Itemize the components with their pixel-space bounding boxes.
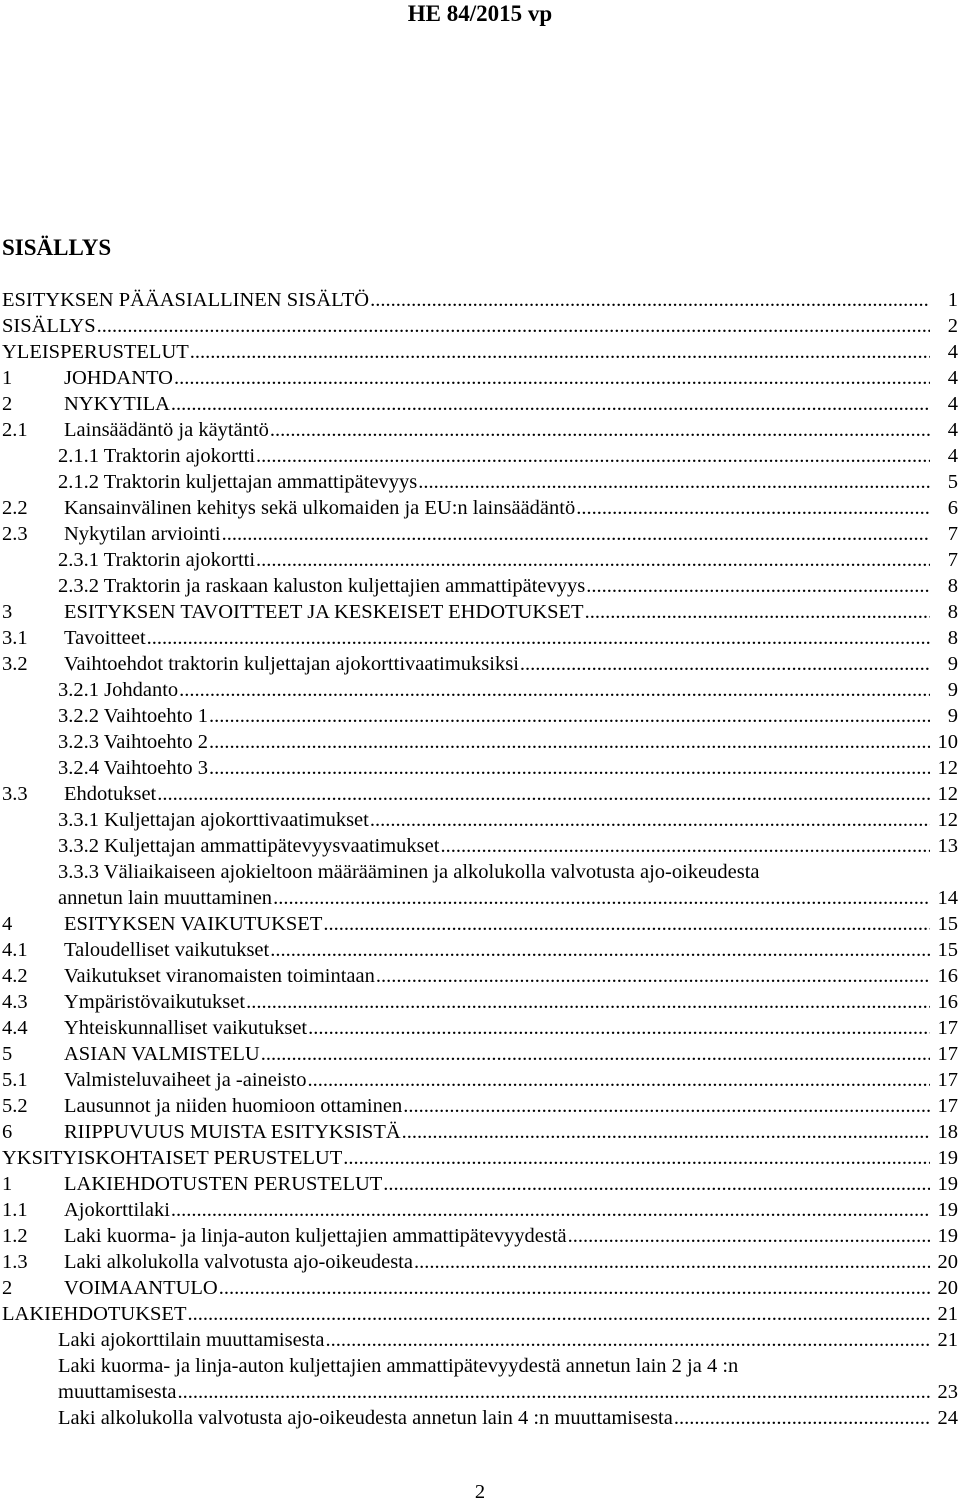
dot-leader [179, 677, 930, 703]
dot-leader [403, 1093, 930, 1119]
dot-leader [157, 781, 930, 807]
toc-entry-number: 3.3 [2, 783, 28, 805]
toc-entry[interactable] [0, 547, 960, 573]
toc-entry-number: 6 [2, 1121, 13, 1143]
toc-entry-title: JOHDANTO [64, 367, 173, 389]
dot-leader [256, 547, 930, 573]
dot-leader [308, 1015, 930, 1041]
dot-leader [171, 1197, 930, 1223]
toc-entry[interactable] [0, 339, 960, 365]
dot-leader [273, 885, 930, 911]
toc-entry-number: 3.2.1 [58, 679, 99, 701]
toc-entry-title: LAKIEHDOTUKSET [2, 1303, 187, 1325]
toc-entry-page: 9 [947, 679, 958, 701]
document-header: HE 84/2015 vp [407, 1, 553, 26]
dot-leader [209, 755, 930, 781]
toc-entry-number: 4 [2, 913, 13, 935]
toc-entry[interactable] [0, 1093, 960, 1119]
toc-entry-title: Taloudelliset vaikutukset [64, 939, 270, 961]
dot-leader [308, 1067, 930, 1093]
toc-entry[interactable] [0, 859, 960, 885]
toc-entry-page: 4 [947, 419, 958, 441]
toc-entry-title: Lainsäädäntö ja käytäntö [64, 419, 269, 441]
toc-entry-page: 6 [947, 497, 958, 519]
toc-entry-title: Laki alkolukolla valvotusta ajo-oikeudesta annetun lain 4 :n muuttamisesta [58, 1407, 673, 1429]
dot-leader [370, 807, 930, 833]
toc-entry-number: 4.1 [2, 939, 28, 961]
toc-entry-title: 3.2.4 Vaihtoehto 3 [58, 757, 208, 779]
toc-entry[interactable] [0, 729, 960, 755]
toc-entry-number: 1.1 [2, 1199, 28, 1221]
toc-entry-page: 4 [947, 445, 958, 467]
page-number: 2 [474, 1481, 486, 1503]
toc-entry-number: 3 [2, 601, 13, 623]
toc-entry-number: 3.2.2 [58, 705, 99, 727]
toc-entry-page: 8 [947, 601, 958, 623]
toc-entry-title: Vaikutukset viranomaisten toimintaan [64, 965, 375, 987]
dot-leader [256, 443, 930, 469]
toc-entry[interactable] [0, 313, 960, 339]
toc-entry-title: Ympäristövaikutukset [64, 991, 246, 1013]
toc-entry-title: ESITYKSEN VAIKUTUKSET [64, 913, 323, 935]
toc-entry-page: 23 [937, 1381, 958, 1403]
dot-leader [440, 833, 930, 859]
dot-leader [674, 1405, 930, 1431]
dot-leader [568, 1223, 930, 1249]
dot-leader [209, 703, 930, 729]
toc-entry-number: 2.1 [2, 419, 28, 441]
toc-entry-title: Tavoitteet [64, 627, 146, 649]
toc-entry-page: 13 [937, 835, 958, 857]
toc-entry-title: Lausunnot ja niiden huomioon ottaminen [64, 1095, 403, 1117]
toc-entry[interactable] [0, 1223, 960, 1249]
toc-entry-page: 21 [937, 1303, 958, 1325]
dot-leader [586, 573, 930, 599]
toc-entry[interactable] [0, 807, 960, 833]
toc-entry-page: 5 [947, 471, 958, 493]
dot-leader [343, 1145, 930, 1171]
toc-entry-title: 3.2.2 Vaihtoehto 1 [58, 705, 208, 727]
toc-entry[interactable] [0, 1041, 960, 1067]
dot-leader [222, 521, 930, 547]
toc-entry-title: 3.3.2 Kuljettajan ammattipätevyysvaatimukset [58, 835, 440, 857]
toc-entry-page: 18 [937, 1121, 958, 1143]
toc-entry-page: 2 [947, 315, 958, 337]
toc-entry-page: 7 [947, 549, 958, 571]
toc-entry-number: 3.3.1 [58, 809, 99, 831]
toc-entry[interactable] [0, 1119, 960, 1145]
toc-entry-title: ESITYKSEN TAVOITTEET JA KESKEISET EHDOTUKSET [64, 601, 584, 623]
toc-entry-title: LAKIEHDOTUSTEN PERUSTELUT [64, 1173, 383, 1195]
toc-entry-title: Ajokorttilaki [64, 1199, 170, 1221]
toc-entry-title: Vaihtoehdot traktorin kuljettajan ajokorttivaatimuksiksi [64, 653, 519, 675]
toc-entry-number: 2.3.2 [58, 575, 99, 597]
toc-entry[interactable] [0, 573, 960, 599]
toc-entry-number: 1.2 [2, 1225, 28, 1247]
dot-leader [270, 937, 930, 963]
toc-entry[interactable] [0, 417, 960, 443]
dot-leader [209, 729, 930, 755]
toc-entry-title: annetun lain muuttaminen [58, 887, 273, 909]
toc-entry-page: 19 [937, 1173, 958, 1195]
toc-entry[interactable] [0, 1171, 960, 1197]
toc-entry-number: 4.3 [2, 991, 28, 1013]
toc-entry-title: 2.1.1 Traktorin ajokortti [58, 445, 256, 467]
toc-entry-number: 3.3.2 [58, 835, 99, 857]
toc-entry[interactable] [0, 781, 960, 807]
toc-entry-title: 2.1.2 Traktorin kuljettajan ammattipätevyys [58, 471, 418, 493]
toc-entry-page: 15 [937, 913, 958, 935]
dot-leader [520, 651, 930, 677]
toc-entry[interactable] [0, 443, 960, 469]
toc-entry[interactable] [0, 1067, 960, 1093]
toc-entry-title: Nykytilan arviointi [64, 523, 221, 545]
toc-entry-page: 10 [937, 731, 958, 753]
toc-entry-page: 17 [937, 1043, 958, 1065]
toc-entry-title: Ehdotukset [64, 783, 157, 805]
toc-entry-title: ASIAN VALMISTELU [64, 1043, 260, 1065]
toc-entry[interactable] [0, 1015, 960, 1041]
toc-entry-title: NYKYTILA [64, 393, 170, 415]
dot-leader [171, 391, 930, 417]
toc-entry-page: 12 [937, 757, 958, 779]
dot-leader [246, 989, 930, 1015]
toc-entry-title: 3.2.3 Vaihtoehto 2 [58, 731, 208, 753]
toc-entry-title: Laki alkolukolla valvotusta ajo-oikeudesta [64, 1251, 413, 1273]
toc-entry[interactable] [0, 365, 960, 391]
toc-entry-title: muuttamisesta [58, 1381, 177, 1403]
toc-entry-page: 19 [937, 1147, 958, 1169]
toc-entry-title: YKSITYISKOHTAISET PERUSTELUT [2, 1147, 343, 1169]
dot-leader [376, 963, 930, 989]
toc-entry-number: 5.1 [2, 1069, 28, 1091]
toc-entry-title: 3.3.3 Väliaikaiseen ajokieltoon määrääminen ja alkolukolla valvotusta ajo-oikeudesta [58, 861, 760, 883]
toc-entry-number: 2.3 [2, 523, 28, 545]
toc-entry-number: 2 [2, 1277, 13, 1299]
toc-entry-number: 2.1.1 [58, 445, 99, 467]
dot-leader [418, 469, 930, 495]
toc-entry-title: 3.3.1 Kuljettajan ajokorttivaatimukset [58, 809, 369, 831]
toc-entry-number: 1 [2, 1173, 13, 1195]
toc-entry-number: 5.2 [2, 1095, 28, 1117]
dot-leader [190, 339, 930, 365]
toc-entry-page: 16 [937, 965, 958, 987]
toc-entry-number: 4.2 [2, 965, 28, 987]
toc-entry-number: 2.2 [2, 497, 28, 519]
toc-entry-title: Laki ajokorttilain muuttamisesta [58, 1329, 325, 1351]
dot-leader [261, 1041, 930, 1067]
toc-entry[interactable] [0, 469, 960, 495]
toc-entry-page: 14 [937, 887, 958, 909]
toc-entry-page: 19 [937, 1199, 958, 1221]
toc-entry[interactable] [0, 1145, 960, 1171]
toc-entry-title: 2.3.2 Traktorin ja raskaan kaluston kuljettajien ammattipätevyys [58, 575, 586, 597]
toc-entry-page: 4 [947, 341, 958, 363]
toc-entry-page: 9 [947, 653, 958, 675]
toc-entry-number: 4.4 [2, 1017, 28, 1039]
toc-entry-page: 21 [937, 1329, 958, 1351]
toc-entry[interactable] [0, 521, 960, 547]
toc-entry[interactable] [0, 989, 960, 1015]
dot-leader [177, 1379, 930, 1405]
toc-entry-page: 12 [937, 783, 958, 805]
toc-entry-number: 5 [2, 1043, 13, 1065]
toc-entry-page: 24 [937, 1407, 958, 1429]
toc-entry-page: 8 [947, 575, 958, 597]
dot-leader [325, 1327, 930, 1353]
toc-entry-page: 19 [937, 1225, 958, 1247]
toc-entry-page: 4 [947, 367, 958, 389]
toc-entry[interactable] [0, 287, 960, 313]
toc-entry-title: SISÄLLYS [2, 315, 96, 337]
toc-entry-page: 20 [937, 1251, 958, 1273]
toc-entry-number: 1.3 [2, 1251, 28, 1273]
toc-entry-page: 9 [947, 705, 958, 727]
toc-entry[interactable] [0, 1249, 960, 1275]
toc-entry-page: 7 [947, 523, 958, 545]
toc-entry-number: 2.3.1 [58, 549, 99, 571]
toc-entry[interactable] [0, 911, 960, 937]
toc-entry-title: Valmisteluvaiheet ja -aineisto [64, 1069, 307, 1091]
toc-entry-page: 16 [937, 991, 958, 1013]
toc-entry[interactable] [0, 963, 960, 989]
toc-entry[interactable] [0, 885, 960, 911]
toc-entry-page: 17 [937, 1095, 958, 1117]
toc-entry[interactable] [0, 1353, 960, 1379]
dot-leader [270, 417, 930, 443]
dot-leader [323, 911, 930, 937]
toc-entry[interactable] [0, 625, 960, 651]
toc-entry-title: Yhteiskunnalliset vaikutukset [64, 1017, 308, 1039]
toc-entry-number: 2 [2, 393, 13, 415]
toc-entry-number: 3.2 [2, 653, 28, 675]
toc-entry-page: 15 [937, 939, 958, 961]
toc-entry-number: 2.1.2 [58, 471, 99, 493]
toc-entry[interactable] [0, 755, 960, 781]
toc-entry[interactable] [0, 1301, 960, 1327]
toc-entry-page: 17 [937, 1069, 958, 1091]
toc-entry-number: 3.1 [2, 627, 28, 649]
dot-leader [383, 1171, 930, 1197]
toc-entry-title: VOIMAANTULO [64, 1277, 218, 1299]
toc-entry-page: 17 [937, 1017, 958, 1039]
dot-leader [147, 625, 930, 651]
toc-entry[interactable] [0, 651, 960, 677]
dot-leader [414, 1249, 930, 1275]
toc-entry-page: 4 [947, 393, 958, 415]
dot-leader [97, 313, 930, 339]
toc-entry-page: 20 [937, 1277, 958, 1299]
toc-entry[interactable] [0, 937, 960, 963]
toc-title: SISÄLLYS [2, 235, 112, 260]
toc-entry[interactable] [0, 1197, 960, 1223]
toc-entry-number: 3.3.3 [58, 861, 99, 883]
toc-entry[interactable] [0, 1327, 960, 1353]
toc-entry[interactable] [0, 1379, 960, 1405]
toc-entry-title: 3.2.1 Johdanto [58, 679, 179, 701]
toc-entry[interactable] [0, 703, 960, 729]
toc-entry-title: RIIPPUVUUS MUISTA ESITYKSISTÄ [64, 1121, 401, 1143]
toc-entry-page: 1 [947, 289, 958, 311]
toc-entry[interactable] [0, 677, 960, 703]
dot-leader [370, 287, 930, 313]
toc-entry[interactable] [0, 833, 960, 859]
dot-leader [187, 1301, 930, 1327]
toc-entry-title: YLEISPERUSTELUT [2, 341, 189, 363]
toc-entry-title: ESITYKSEN PÄÄASIALLINEN SISÄLTÖ [2, 289, 370, 311]
toc-entry-number: 3.2.4 [58, 757, 99, 779]
toc-entry[interactable] [0, 391, 960, 417]
toc-entry[interactable] [0, 495, 960, 521]
dot-leader [576, 495, 930, 521]
dot-leader [585, 599, 930, 625]
toc-entry-number: 1 [2, 367, 13, 389]
toc-entry[interactable] [0, 1275, 960, 1301]
toc-entry-title: 2.3.1 Traktorin ajokortti [58, 549, 256, 571]
dot-leader [402, 1119, 930, 1145]
dot-leader [219, 1275, 930, 1301]
toc-entry-page: 12 [937, 809, 958, 831]
toc-entry[interactable] [0, 599, 960, 625]
toc-entry[interactable] [0, 1405, 960, 1431]
toc-entry-number: 3.2.3 [58, 731, 99, 753]
dot-leader [174, 365, 930, 391]
toc-entry-title: Laki kuorma- ja linja-auton kuljettajien ammattipätevyydestä [64, 1225, 567, 1247]
toc-entry-page: 8 [947, 627, 958, 649]
toc-entry-title: Kansainvälinen kehitys sekä ulkomaiden ja EU:n lainsäädäntö [64, 497, 576, 519]
toc-entry-title: Laki kuorma- ja linja-auton kuljettajien ammattipätevyydestä annetun lain 2 ja 4 :n [58, 1355, 739, 1377]
